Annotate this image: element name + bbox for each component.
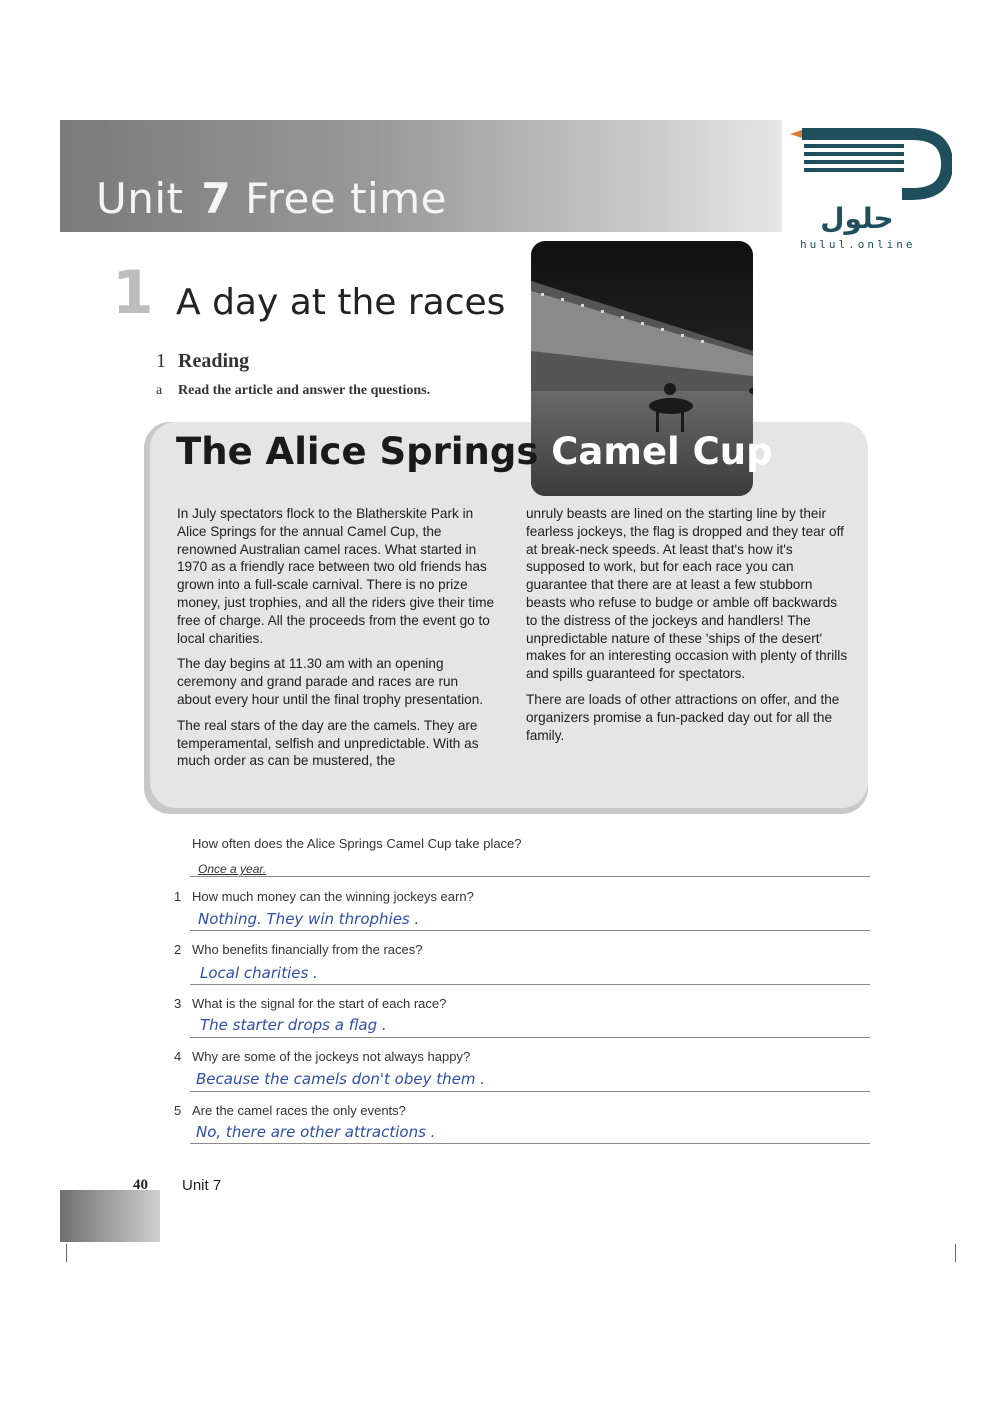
question-2: 2 Who benefits financially from the races? xyxy=(174,942,423,957)
footer-unit-label: Unit 7 xyxy=(182,1177,222,1194)
crop-mark xyxy=(955,1244,956,1262)
article-title: The Alice Springs Camel Cup xyxy=(176,430,773,473)
example-answer: Once a year. xyxy=(198,862,267,876)
article-paragraph: In July spectators flock to the Blatherskite Park in Alice Springs for the annual Camel Cup, the renowned Australian camel races. What started in 1970 as a friendly race between two old friends has grown into a full-scale carnival. There is no prize money, just trophies, and all the riders give their time free of charge. All the proceeds from the event go to local charities. xyxy=(177,506,495,646)
example-question: How often does the Alice Springs Camel Cup take place? xyxy=(192,836,522,851)
answer-5[interactable]: No, there are other attractions . xyxy=(196,1123,436,1141)
logo-arabic: حلول xyxy=(820,202,894,235)
unit-banner xyxy=(60,120,782,232)
article-column-right xyxy=(526,505,852,752)
answer-line xyxy=(190,930,870,931)
article-paragraph: The real stars of the day are the camels. They are temperamental, selfish and unpredictable. With as much order as can be mustered, the xyxy=(177,717,479,769)
article-paragraph: There are loads of other attractions on offer, and the organizers promise a fun-packed day out for all the family. xyxy=(526,691,840,743)
crop-mark xyxy=(66,1244,67,1262)
answer-line xyxy=(190,876,870,877)
question-5: 5 Are the camel races the only events? xyxy=(174,1103,406,1118)
question-3: 3 What is the signal for the start of each race? xyxy=(174,996,447,1011)
answer-line xyxy=(190,984,870,985)
article-column-left xyxy=(177,505,495,778)
footer-shade xyxy=(60,1190,160,1242)
unit-title: Unit 7 Free time xyxy=(96,174,447,223)
answer-1[interactable]: Nothing. They win throphies . xyxy=(198,910,420,928)
logo-domain: hulul.online xyxy=(800,238,916,251)
question-4: 4 Why are some of the jockeys not always happy? xyxy=(174,1049,471,1064)
article-paragraph: unruly beasts are lined on the starting line by their fearless jockeys, the flag is dropped and they tear off at break-neck speeds. At least that's how it's supposed to work, but for each race you can guarantee that there are at least a few stubborn beasts who refuse to budge or amble off backwards to the distress of the jockeys and handlers! The unpredictable nature of these 'ships of the desert' makes for an interesting occasion with plenty of thrills and spills guaranteed for spectators. xyxy=(526,506,848,682)
article-paragraph: The day begins at 11.30 am with an opening ceremony and grand parade and races are run about every hour until the final trophy presentation. xyxy=(177,656,484,707)
answer-2[interactable]: Local charities . xyxy=(200,964,318,982)
hulul-logo xyxy=(782,124,952,251)
section-number: 1 xyxy=(112,258,154,328)
book-pencil-icon xyxy=(782,124,952,204)
answer-4[interactable]: Because the camels don't obey them . xyxy=(196,1070,486,1088)
section-title: A day at the races xyxy=(176,282,506,323)
answer-line xyxy=(190,1091,870,1092)
reading-heading: 1 Reading xyxy=(156,350,250,372)
answer-line xyxy=(190,1037,870,1038)
answer-line xyxy=(190,1143,870,1144)
instruction: a Read the article and answer the questions. xyxy=(156,383,431,398)
question-1: 1 How much money can the winning jockeys earn? xyxy=(174,889,474,904)
answer-3[interactable]: The starter drops a flag . xyxy=(200,1016,387,1034)
page-number: 40 xyxy=(133,1177,148,1193)
